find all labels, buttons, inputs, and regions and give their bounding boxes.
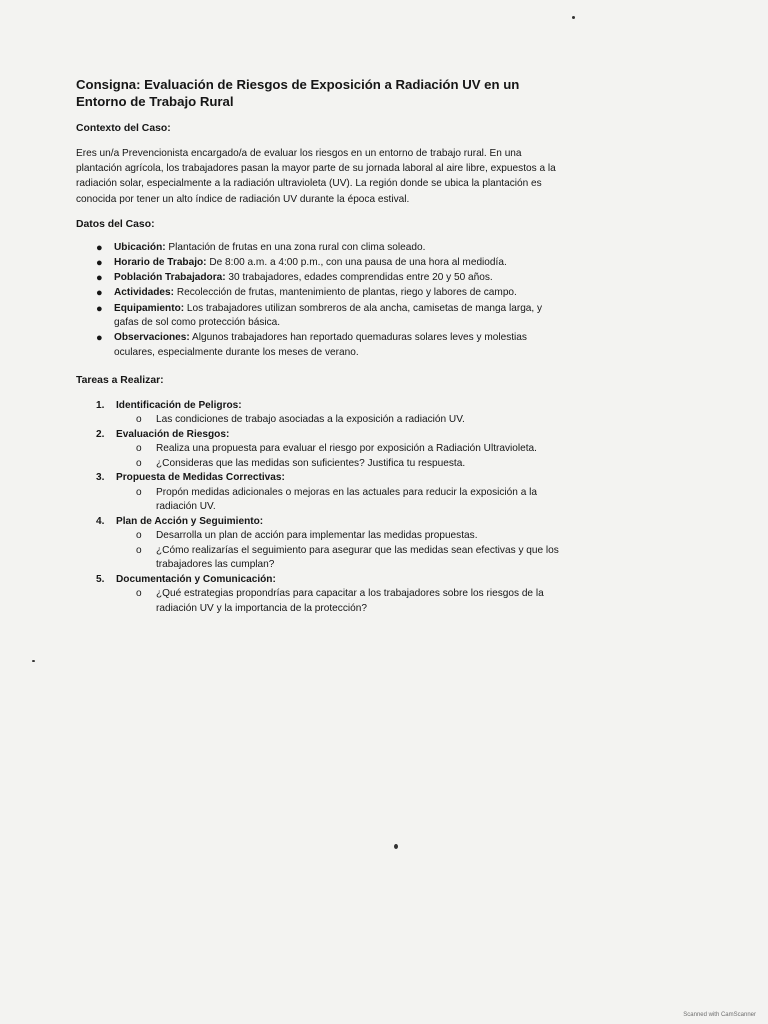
document-title: Consigna: Evaluación de Riesgos de Exposición a Radiación UV en un Entorno de Trabajo Rural: [76, 77, 520, 109]
tarea-title: Identificación de Peligros:: [116, 399, 242, 411]
tarea-subitem: [116, 544, 566, 573]
tarea-subitem-text: ¿Consideras que las medidas son suficientes? Justifica tu respuesta.: [156, 457, 466, 469]
context-heading: Contexto del Caso:: [76, 123, 171, 134]
tarea-number: 4.: [96, 515, 105, 527]
tarea-subitem: [116, 442, 566, 457]
bullet-icon: ●: [96, 332, 103, 345]
tarea-item: [76, 515, 566, 573]
datos-item: [76, 286, 566, 301]
tarea-subitem: [116, 529, 566, 544]
datos-item: [76, 331, 566, 360]
datos-item-text: Algunos trabajadores han reportado quemaduras solares leves y molestias oculares, especialmente durante los meses de verano.: [114, 332, 527, 358]
datos-item-label: Actividades:: [114, 287, 175, 299]
tarea-item: [76, 573, 566, 617]
tarea-subitem-text: Realiza una propuesta para evaluar el riesgo por exposición a Radiación Ultravioleta.: [156, 443, 537, 455]
tarea-subitems: [116, 587, 566, 616]
scan-speck: [32, 660, 35, 662]
tarea-item: [76, 399, 566, 428]
tarea-subitems: [116, 442, 566, 471]
tarea-title: Propuesta de Medidas Correctivas:: [116, 472, 285, 484]
scan-speck: [572, 16, 575, 19]
datos-heading: Datos del Caso:: [76, 218, 155, 230]
tarea-subitem-text: Desarrolla un plan de acción para implementar las medidas propuestas.: [156, 530, 478, 542]
datos-item: [76, 302, 566, 331]
scanner-watermark: Scanned with CamScanner: [683, 1012, 756, 1018]
tarea-subitem-text: Propón medidas adicionales o mejoras en las actuales para reducir la exposición a la radiación UV.: [156, 486, 537, 513]
tarea-subitem: [116, 457, 566, 472]
bullet-icon: ●: [96, 302, 103, 315]
datos-item: [76, 271, 566, 286]
circle-bullet-icon: o: [136, 457, 142, 469]
datos-item-label: Observaciones:: [114, 332, 190, 344]
circle-bullet-icon: o: [136, 588, 142, 600]
datos-item: [76, 256, 566, 271]
tarea-subitems: [116, 529, 566, 573]
datos-item-label: Ubicación:: [114, 241, 166, 253]
context-paragraph: Eres un/a Prevencionista encargado/a de evaluar los riesgos en un entorno de trabajo rural. En una plantación agrícola, los trabajadores pasan la mayor parte de su jornada laboral al aire libre, expuestos a la radiación solar, especialmente a la radiación ultravioleta (UV). La región donde se ubica la plantación es conocida por tener un alto índice de radiación UV durante la época estival.: [76, 148, 556, 205]
tarea-title: Plan de Acción y Seguimiento:: [116, 515, 264, 527]
tarea-subitem: [116, 486, 566, 515]
circle-bullet-icon: o: [136, 544, 142, 556]
tarea-subitems: [116, 486, 566, 515]
datos-list: [76, 241, 566, 361]
datos-item-text: Los trabajadores utilizan sombreros de ala ancha, camisetas de manga larga, y gafas de sol como protección básica.: [114, 302, 543, 329]
tarea-item: [76, 428, 566, 472]
circle-bullet-icon: o: [136, 486, 142, 498]
datos-item-text: De 8:00 a.m. a 4:00 p.m., con una pausa de una hora al mediodía.: [206, 257, 507, 268]
tarea-subitem: [116, 413, 566, 428]
tarea-number: 5.: [96, 573, 105, 585]
circle-bullet-icon: o: [136, 443, 142, 455]
tarea-title: Evaluación de Riesgos:: [116, 428, 230, 440]
datos-item-text: Plantación de frutas en una zona rural con clima soleado.: [165, 241, 426, 253]
tarea-subitem: [116, 587, 566, 616]
bullet-icon: ●: [96, 272, 103, 285]
bullet-icon: ●: [96, 241, 103, 254]
circle-bullet-icon: o: [136, 530, 142, 542]
circle-bullet-icon: o: [136, 414, 142, 426]
tareas-heading: Tareas a Realizar:: [76, 374, 164, 386]
tarea-number: 3.: [96, 472, 105, 484]
bullet-icon: ●: [96, 257, 103, 269]
datos-item: [76, 241, 566, 256]
tarea-subitem-text: Las condiciones de trabajo asociadas a la exposición a radiación UV.: [156, 414, 465, 426]
tarea-number: 2.: [96, 428, 105, 440]
scan-speck: [394, 844, 398, 849]
tarea-subitem-text: ¿Cómo realizarías el seguimiento para asegurar que las medidas sean efectivas y que los trabajadores las cumplan?: [156, 544, 559, 571]
datos-item-label: Población Trabajadora:: [114, 272, 226, 284]
document-body: [76, 76, 566, 616]
datos-item-label: Horario de Trabajo:: [114, 257, 207, 268]
tarea-subitem-text: ¿Qué estrategias propondrías para capacitar a los trabajadores sobre los riesgos de la radiación UV y la importancia de la protección?: [156, 588, 544, 614]
bullet-icon: ●: [96, 287, 103, 300]
datos-item-text: 30 trabajadores, edades comprendidas entre 20 y 50 años.: [225, 272, 493, 284]
datos-item-label: Equipamiento:: [114, 302, 185, 314]
tarea-title: Documentación y Comunicación:: [116, 573, 276, 585]
tareas-list: [76, 399, 566, 617]
tarea-subitems: [116, 413, 566, 428]
tarea-number: 1.: [96, 399, 105, 411]
tarea-item: [76, 471, 566, 515]
datos-item-text: Recolección de frutas, mantenimiento de plantas, riego y labores de campo.: [174, 287, 517, 299]
